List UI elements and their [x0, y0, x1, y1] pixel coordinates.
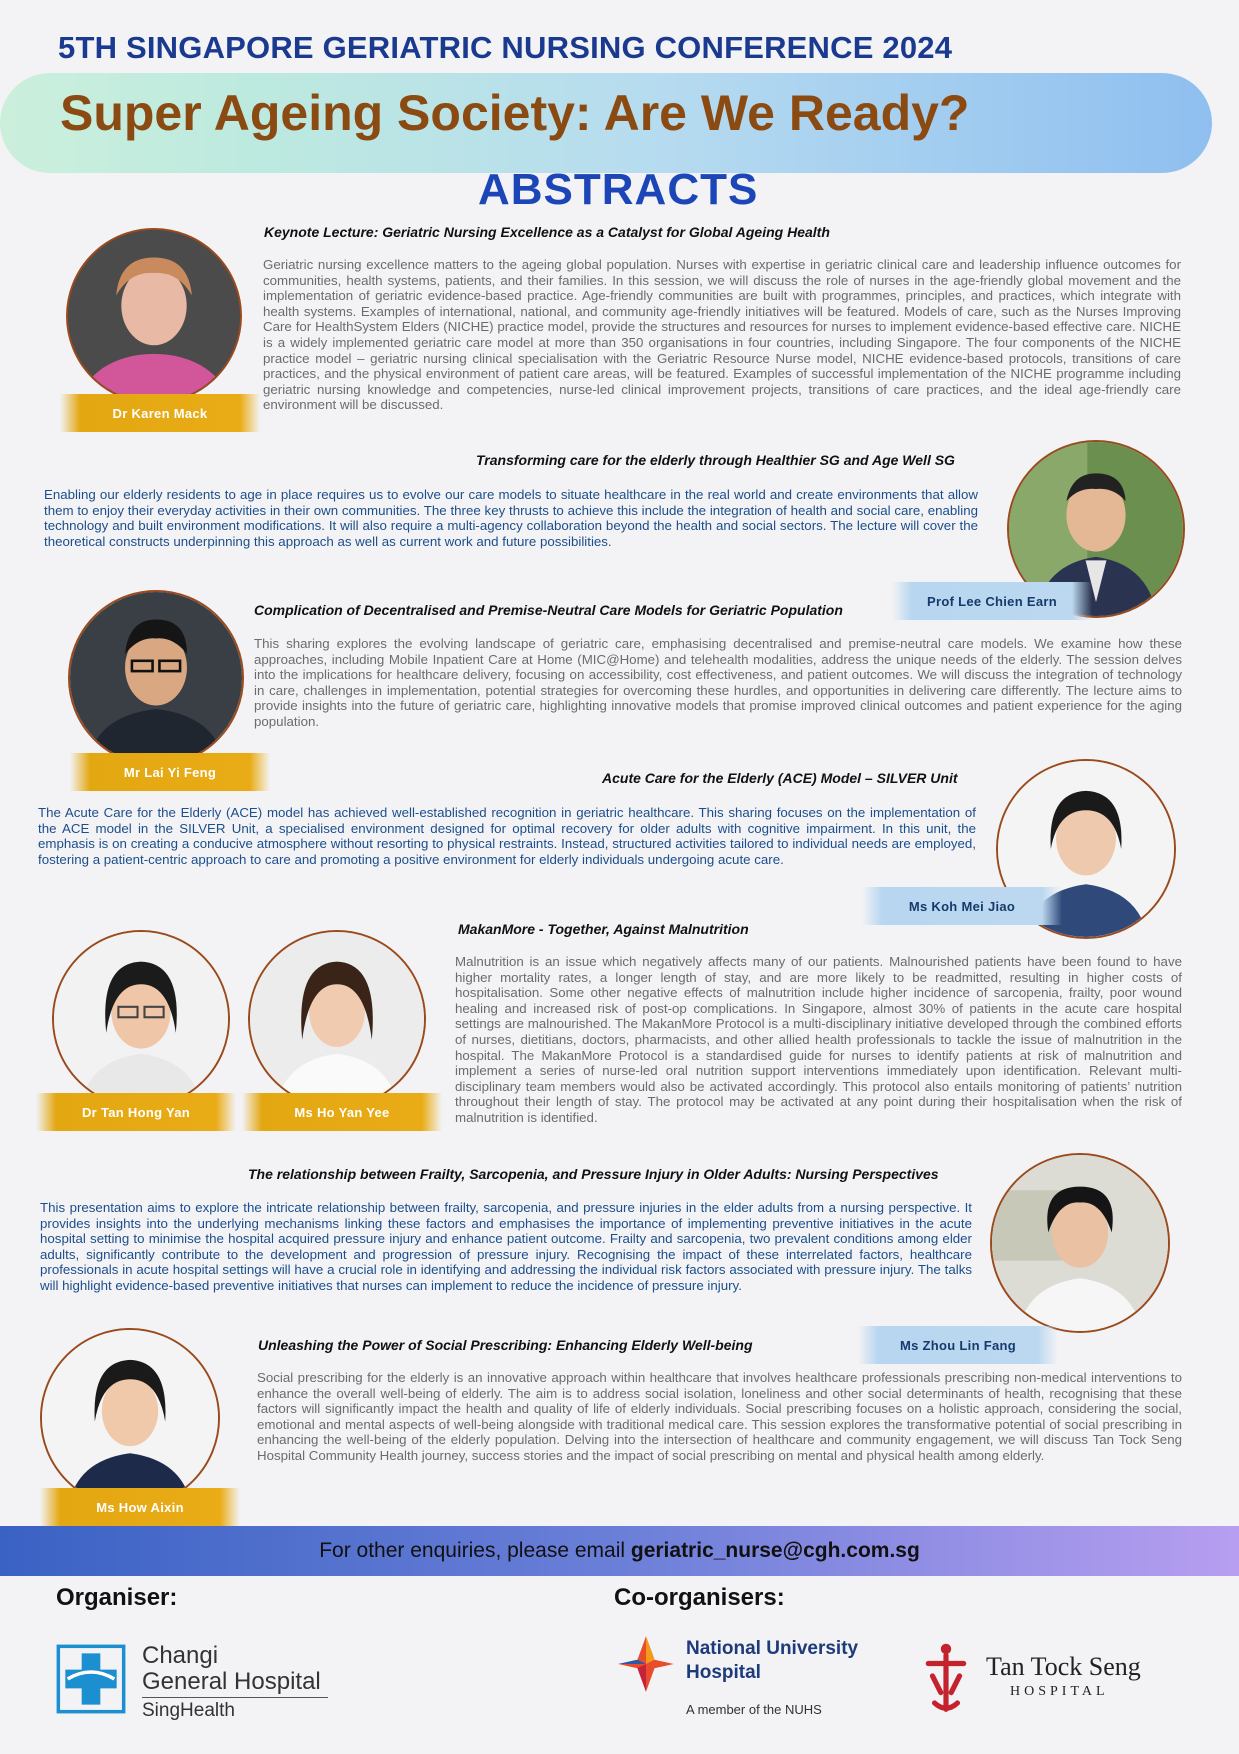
speaker-tag: Mr Lai Yi Feng [70, 753, 270, 791]
cgh-name-line1: Changi [142, 1642, 219, 1669]
talk-abstract: Malnutrition is an issue which negatively affects many of our patients. Malnourished patients have been found to have higher mortality rates, a longer length of stay, and are more likely to be readmitted, resulting in higher costs of hospitalisation. Some other negative effects of malnutrition include higher incidence of sarcopenia, frailty, poor wound healing and increased risk of post-op complications. In Singapore, almost 30% of patients in the acute care hospital settings are malnourished. The MakanMore Protocol is a multi-disciplinary initiative developed through the combined efforts of nurses, dietitians, doctors, pharmacists, and other allied health professionals to tackle the issue of malnutrition in the hospital. The MakanMore Protocol is a standardised guide for nurses to identify patients at risk of malnutrition and implement a series of nurse-led oral nutrition support interventions immediately upon identification. Relevant multi-disciplinary team members would also be activated accordingly. This protocol also entails monitoring of patients’ nutrition throughout their length of stay. The protocol may be activated at any point during their hospitalisation when the risk of malnutrition is identified. [455, 954, 1182, 1125]
talk-title: The relationship between Frailty, Sarcopenia, and Pressure Injury in Older Adults: Nursing Perspectives [248, 1166, 939, 1182]
cgh-name-line2: General Hospital [142, 1668, 321, 1695]
speaker-tag: Prof Lee Chien Earn [892, 582, 1092, 620]
nuh-name-line1: National University [686, 1638, 859, 1659]
conference-theme: Super Ageing Society: Are We Ready? [60, 85, 970, 141]
speaker-tag: Dr Karen Mack [60, 394, 260, 432]
cgh-cross-icon [56, 1644, 126, 1714]
ttsh-logo [920, 1640, 1170, 1720]
speaker-photo-karen-mack [66, 228, 242, 404]
talk-title: Transforming care for the elderly through Healthier SG and Age Well SG [476, 452, 955, 468]
talk-abstract: This sharing explores the evolving landscape of geriatric care, emphasising decentralised and premise-neutral care models. We examine how these approaches, including Mobile Inpatient Care at Home (MIC@Home) and telehealth modalities, address the unique needs of the elderly. The session delves into the implications for healthcare delivery, focusing on accessibility, cost effectiveness, and patient outcomes. We will discuss the integration of technology in care, challenges in implementation, potential strategies for overcoming these hurdles, and opportunities in delivering care differently. The lecture aims to provide insights into the future of geriatric care, highlighting innovative models that promise improved clinical outcomes and patient experience for the aging population. [254, 636, 1182, 729]
enquiry-line [0, 1539, 1239, 1563]
speaker-photo-how-aixin [40, 1328, 220, 1508]
nuh-member-line: A member of the NUHS [686, 1702, 822, 1717]
talk-abstract: Enabling our elderly residents to age in place requires us to evolve our care models to situate healthcare in the real world and create environments that allow them to enjoy their everyday activities in their own communities. The three key thrusts to achieve this include the integration of health and social care, enabling technology and built environment modifications. It will also require a multi-agency collaboration beyond the health and social sectors. The lecture will cover the theoretical constructs underpinning this approach as well as current work and future possibilities. [44, 487, 978, 549]
nuh-star-icon [614, 1632, 678, 1696]
speaker-tag: Ms Zhou Lin Fang [858, 1326, 1058, 1364]
speaker-photo-lai-yi-feng [68, 590, 244, 766]
talk-abstract: Social prescribing for the elderly is an innovative approach within healthcare that involves healthcare professionals prescribing non-medical interventions to enhance the overall well-being of elderly. The aim is to address social isolation, loneliness and other social determinants of health, recognising that these factors will significantly impact the health and quality of life of elderly individuals. Social prescribing focuses on a holistic approach, considering the social, emotional and mental aspects of well-being alongside with traditional medical care. This session explores the transformative potential of social prescribing in enhancing the well-being of the elderly population. Delving into the intersection of healthcare and community engagement, we will discuss Tan Tock Seng Hospital Community Health journey, success stories and the impact of social prescribing on mental and physical health among elderly. [257, 1370, 1182, 1463]
speaker-tag: Ms Ho Yan Yee [242, 1093, 442, 1131]
coorganisers-label: Co-organisers: [614, 1584, 785, 1611]
talk-abstract: Geriatric nursing excellence matters to the ageing global population. Nurses with expertise in geriatric clinical care and leadership influence outcomes for communities, health systems, patients, and their families. In this session, we will discuss the role of nurses in the age-friendly global movement and the implementation of geriatric evidence-based practice. Age-friendly communities are built with programmes, principles, and practices, which integrate with health systems. Examples of international, national, and community age-friendly initiatives will be featured. Models of care, such as the Nurses Improving Care for HealthSystem Elders (NICHE) practice model, provide the structures and resources for nurses to implement evidence-based effective care. NICHE is a widely implemented geriatric care model at more than 350 organisations in four countries, including Singapore. The four components of the NICHE practice model – geriatric nursing clinical specialisation with the Geriatric Resource Nurse model, NICHE evidence-based protocols, transitions of care practices, and the physical environment of patient care areas, will be featured. Examples of successful implementation of the NICHE programme including geriatric nursing knowledge and competencies, nurse-led clinical improvement projects, transitions of care practices, and the ideal age-friendly care environment will be discussed. [263, 257, 1181, 413]
talk-title: Acute Care for the Elderly (ACE) Model – SILVER Unit [602, 770, 958, 786]
speaker-tag: Dr Tan Hong Yan [36, 1093, 236, 1131]
talk-title: Keynote Lecture: Geriatric Nursing Excellence as a Catalyst for Global Ageing Health [264, 224, 830, 240]
ttsh-emblem-icon [920, 1640, 972, 1714]
talk-abstract: This presentation aims to explore the intricate relationship between frailty, sarcopenia, and pressure injuries in the elder adults from a nursing perspective. It provides insights into the underlying mechanisms linking these factors and emphasises the importance of implementing preventive initiatives in the acute hospital setting to minimise the hospital acquired pressure injury and enhance patient outcome. Frailty and sarcopenia, two prevalent conditions among elder adults, significantly contribute to the development and progression of pressure injury. Recognising the impact of these interrelated factors, healthcare professionals in acute hospital settings will have a crucial role in identifying and addressing the individual risk factors associated with pressure injury. The talks will highlight evidence-based preventive initiatives that nurses can implement to reduce the incidence of pressure injury. [40, 1200, 972, 1293]
speaker-tag: Ms Koh Mei Jiao [862, 887, 1062, 925]
enquiry-email-link[interactable]: geriatric_nurse@cgh.com.sg [630, 1539, 920, 1562]
nuh-logo [614, 1632, 874, 1722]
cgh-logo [56, 1642, 336, 1722]
speaker-tag: Ms How Aixin [40, 1488, 240, 1526]
ttsh-name-line2: HOSPITAL [1010, 1684, 1109, 1699]
talk-title: Complication of Decentralised and Premise-Neutral Care Models for Geriatric Population [254, 602, 843, 618]
speaker-photo-tan-hong-yan [52, 930, 230, 1108]
talk-abstract: The Acute Care for the Elderly (ACE) model has achieved well-established recognition in geriatric healthcare. This sharing focuses on the implementation of the ACE model in the SILVER Unit, a specialised environment designed for optimal recovery for older adults with cognitive impairment. In this unit, the emphasis is on creating a conducive atmosphere without resorting to physical restraints. Instead, structured activities tailored to individual needs are employed, fostering a patient-centric approach to care and promoting a positive environment for elderly individuals undergoing acute care. [38, 805, 976, 867]
cgh-divider [142, 1697, 328, 1698]
conference-title: 5TH SINGAPORE GERIATRIC NURSING CONFERENCE 2024 [58, 30, 953, 65]
cgh-name-line3: SingHealth [142, 1700, 235, 1721]
ttsh-name-line1: Tan Tock Seng [986, 1652, 1141, 1681]
nuh-name-line2: Hospital [686, 1662, 761, 1683]
talk-title: MakanMore - Together, Against Malnutrition [458, 921, 749, 937]
speaker-photo-zhou-lin-fang [990, 1153, 1170, 1333]
organiser-label: Organiser: [56, 1584, 178, 1611]
talk-title: Unleashing the Power of Social Prescribing: Enhancing Elderly Well-being [258, 1337, 753, 1353]
enquiry-text: For other enquiries, please email [319, 1539, 626, 1562]
speaker-photo-ho-yan-yee [248, 930, 426, 1108]
section-title: ABSTRACTS [478, 165, 759, 214]
